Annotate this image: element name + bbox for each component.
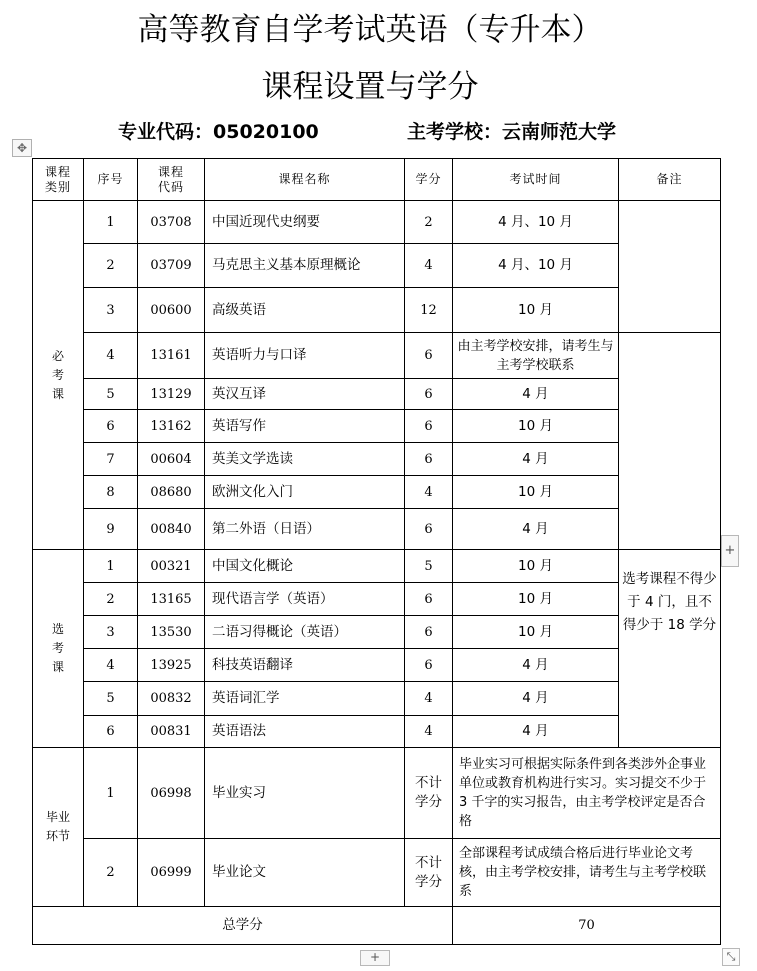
cell-code: 06998 [138, 748, 205, 839]
col-header-code: 课程 代码 [138, 159, 205, 201]
table-row [33, 839, 721, 907]
cell-note-elective: 选考课程不得少于 4 门，且不得少于 18 学分 [619, 550, 721, 748]
cell-time: 4 月、10 月 [453, 201, 619, 244]
cell-name: 第二外语（日语） [205, 509, 405, 550]
cell-name: 毕业实习 [205, 748, 405, 839]
cell-no: 6 [84, 716, 138, 748]
category-graduation: 毕业 环节 [33, 748, 84, 907]
cell-no: 2 [84, 839, 138, 907]
cell-name: 中国近现代史纲要 [205, 201, 405, 244]
cell-code: 13925 [138, 649, 205, 682]
col-header-note: 备注 [619, 159, 721, 201]
cell-time: 10 月 [453, 476, 619, 509]
cell-no: 1 [84, 201, 138, 244]
table-row [33, 509, 721, 550]
cell-time: 10 月 [453, 550, 619, 583]
table-resize-handle-icon[interactable]: ⤡ [722, 948, 740, 966]
cell-no: 8 [84, 476, 138, 509]
cell-credit: 4 [405, 476, 453, 509]
col-header-credit: 学分 [405, 159, 453, 201]
cell-code: 13161 [138, 333, 205, 379]
cell-no: 9 [84, 509, 138, 550]
cell-time: 4 月 [453, 379, 619, 410]
cell-time: 由主考学校安排，请考生与主考学校联系 [453, 333, 619, 379]
cell-name: 马克思主义基本原理概论 [205, 244, 405, 288]
major-code: 专业代码：05020100 [118, 121, 319, 143]
cell-description: 毕业实习可根据实际条件到各类涉外企事业单位或教育机构进行实习。实习提交不少于 3 千字的实习报告，由主考学校评定是否合格 [453, 748, 721, 839]
table-row [33, 550, 721, 583]
category-elective: 选 考 课 [33, 550, 84, 748]
cell-no: 2 [84, 244, 138, 288]
table-row [33, 583, 721, 616]
total-label: 总学分 [33, 907, 453, 945]
cell-time: 4 月 [453, 649, 619, 682]
table-row [33, 244, 721, 288]
cell-credit: 6 [405, 583, 453, 616]
cell-no: 4 [84, 649, 138, 682]
cell-name: 英语写作 [205, 410, 405, 443]
cell-name: 英美文学选读 [205, 443, 405, 476]
category-required: 必 考 课 [33, 201, 84, 550]
cell-credit: 6 [405, 410, 453, 443]
cell-time: 4 月 [453, 716, 619, 748]
cell-credit: 4 [405, 716, 453, 748]
add-column-button[interactable]: + [721, 535, 739, 567]
exam-school: 主考学校：云南师范大学 [407, 121, 617, 143]
cell-time: 10 月 [453, 583, 619, 616]
table-move-handle-icon[interactable]: ✥ [12, 139, 32, 157]
cell-time: 10 月 [453, 410, 619, 443]
cell-credit: 6 [405, 379, 453, 410]
cell-credit: 6 [405, 333, 453, 379]
cell-time: 4 月、10 月 [453, 244, 619, 288]
total-row [33, 907, 721, 945]
cell-code: 00832 [138, 682, 205, 716]
cell-time: 10 月 [453, 616, 619, 649]
cell-no: 6 [84, 410, 138, 443]
cell-name: 英语词汇学 [205, 682, 405, 716]
cell-code: 00321 [138, 550, 205, 583]
cell-code: 03708 [138, 201, 205, 244]
cell-credit: 6 [405, 443, 453, 476]
add-row-button[interactable]: + [360, 950, 390, 966]
table-row [33, 379, 721, 410]
col-header-name: 课程名称 [205, 159, 405, 201]
cell-code: 03709 [138, 244, 205, 288]
cell-credit: 不计学分 [405, 839, 453, 907]
cell-credit: 5 [405, 550, 453, 583]
cell-no: 5 [84, 682, 138, 716]
cell-no: 3 [84, 616, 138, 649]
cell-name: 欧洲文化入门 [205, 476, 405, 509]
total-value: 70 [453, 907, 721, 945]
table-row [33, 288, 721, 333]
table-header-row [33, 159, 721, 201]
table-row [33, 649, 721, 682]
table-row [33, 682, 721, 716]
cell-time: 4 月 [453, 509, 619, 550]
cell-name: 英汉互译 [205, 379, 405, 410]
cell-note-required-top [619, 201, 721, 333]
cell-name: 高级英语 [205, 288, 405, 333]
cell-credit: 6 [405, 616, 453, 649]
cell-code: 06999 [138, 839, 205, 907]
cell-code: 13530 [138, 616, 205, 649]
cell-name: 现代语言学（英语） [205, 583, 405, 616]
cell-code: 00831 [138, 716, 205, 748]
cell-no: 5 [84, 379, 138, 410]
table-row [33, 201, 721, 244]
col-header-no: 序号 [84, 159, 138, 201]
cell-no: 3 [84, 288, 138, 333]
cell-name: 二语习得概论（英语） [205, 616, 405, 649]
cell-no: 1 [84, 550, 138, 583]
cell-no: 7 [84, 443, 138, 476]
table-row [33, 716, 721, 748]
cell-code: 13129 [138, 379, 205, 410]
course-table [32, 158, 721, 945]
col-header-category: 课程 类别 [33, 159, 84, 201]
cell-time: 4 月 [453, 682, 619, 716]
cell-credit: 4 [405, 682, 453, 716]
cell-name: 英语听力与口译 [205, 333, 405, 379]
table-row [33, 443, 721, 476]
table-row [33, 616, 721, 649]
cell-code: 00604 [138, 443, 205, 476]
cell-name: 英语语法 [205, 716, 405, 748]
cell-credit: 4 [405, 244, 453, 288]
cell-time: 4 月 [453, 443, 619, 476]
table-row [33, 748, 721, 839]
cell-credit: 6 [405, 649, 453, 682]
cell-no: 2 [84, 583, 138, 616]
cell-no: 4 [84, 333, 138, 379]
cell-credit: 6 [405, 509, 453, 550]
cell-code: 13162 [138, 410, 205, 443]
cell-note-required-bottom [619, 333, 721, 550]
cell-code: 00600 [138, 288, 205, 333]
cell-description: 全部课程考试成绩合格后进行毕业论文考核，由主考学校安排，请考生与主考学校联系 [453, 839, 721, 907]
table-row [33, 476, 721, 509]
cell-credit: 不计学分 [405, 748, 453, 839]
cell-credit: 12 [405, 288, 453, 333]
cell-time: 10 月 [453, 288, 619, 333]
cell-name: 中国文化概论 [205, 550, 405, 583]
col-header-time: 考试时间 [453, 159, 619, 201]
cell-code: 08680 [138, 476, 205, 509]
document-subtitle: 课程设置与学分 [261, 69, 479, 105]
cell-credit: 2 [405, 201, 453, 244]
cell-name: 毕业论文 [205, 839, 405, 907]
document-title: 高等教育自学考试英语（专升本） [137, 12, 603, 48]
cell-code: 13165 [138, 583, 205, 616]
table-row [33, 333, 721, 379]
table-row [33, 410, 721, 443]
cell-no: 1 [84, 748, 138, 839]
cell-name: 科技英语翻译 [205, 649, 405, 682]
cell-code: 00840 [138, 509, 205, 550]
